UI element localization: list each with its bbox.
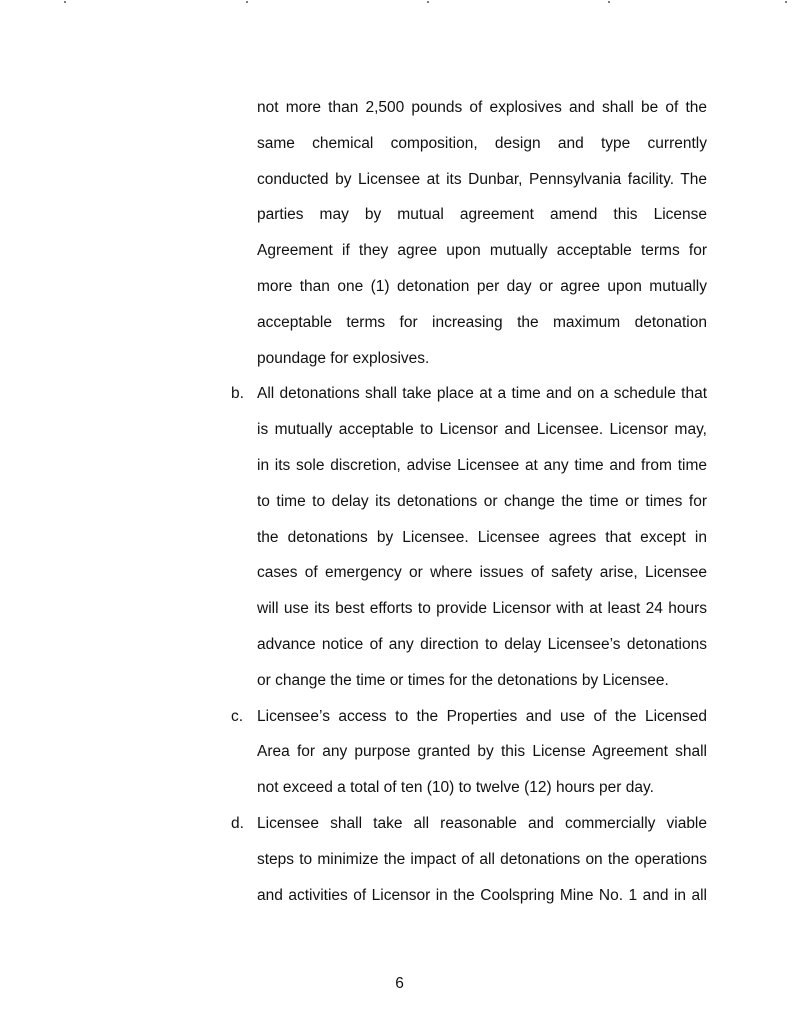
text-line: acceptable terms for increasing the maximum detonation <box>257 313 707 331</box>
body-text <box>231 96 707 919</box>
text-line: conducted by Licensee at its Dunbar, Pennsylvania facility. The <box>257 170 707 188</box>
list-item-d <box>231 812 707 919</box>
text-line: same chemical composition, design and type currently <box>257 134 707 152</box>
text-line: will use its best efforts to provide Licensor with at least 24 hours <box>257 600 707 618</box>
text-line: poundage for explosives. <box>257 349 430 367</box>
line-text: Licensee shall take all reasonable and commercially viable <box>257 814 707 832</box>
scan-edge-marks <box>0 0 799 4</box>
text-line: Agreement if they agree upon mutually acceptable terms for <box>257 242 707 260</box>
list-marker: c. <box>231 707 244 725</box>
scan-mark <box>427 1 429 3</box>
continuation-paragraph <box>257 96 707 382</box>
text-line: steps to minimize the impact of all detonations on the operations <box>257 850 707 868</box>
text-line: or change the time or times for the detonations by Licensee. <box>257 671 669 689</box>
text-line <box>231 382 707 418</box>
text-line: more than one (1) detonation per day or agree upon mutually <box>257 277 707 295</box>
text-line: advance notice of any direction to delay Licensee’s detonations <box>257 635 707 653</box>
line-text: Licensee’s access to the Properties and use of the Licensed <box>257 707 707 725</box>
text-line: Area for any purpose granted by this License Agreement shall <box>257 743 707 761</box>
text-line: the detonations by Licensee. Licensee agrees that except in <box>257 528 707 546</box>
text-line: is mutually acceptable to Licensor and Licensee. Licensor may, <box>257 421 707 439</box>
page-number: 6 <box>395 975 404 992</box>
text-line <box>231 705 707 741</box>
list-marker: b. <box>231 385 244 403</box>
scan-mark <box>246 1 248 3</box>
list-item-c <box>231 705 707 812</box>
scan-mark <box>608 1 610 3</box>
text-line <box>231 812 707 848</box>
text-line: cases of emergency or where issues of safety arise, Licensee <box>257 564 707 582</box>
scan-mark <box>785 1 787 3</box>
text-line: in its sole discretion, advise Licensee at any time and from time <box>257 456 707 474</box>
text-line: parties may by mutual agreement amend this License <box>257 206 707 224</box>
list-marker: d. <box>231 814 244 832</box>
text-line: and activities of Licensor in the Coolspring Mine No. 1 and in all <box>257 886 707 904</box>
list-item-b <box>231 382 707 704</box>
text-line: not exceed a total of ten (10) to twelve (12) hours per day. <box>257 779 654 797</box>
text-line: to time to delay its detonations or change the time or times for <box>257 492 707 510</box>
text-line: not more than 2,500 pounds of explosives and shall be of the <box>257 99 707 116</box>
scan-mark <box>64 1 66 3</box>
line-text: All detonations shall take place at a time and on a schedule that <box>257 385 707 403</box>
